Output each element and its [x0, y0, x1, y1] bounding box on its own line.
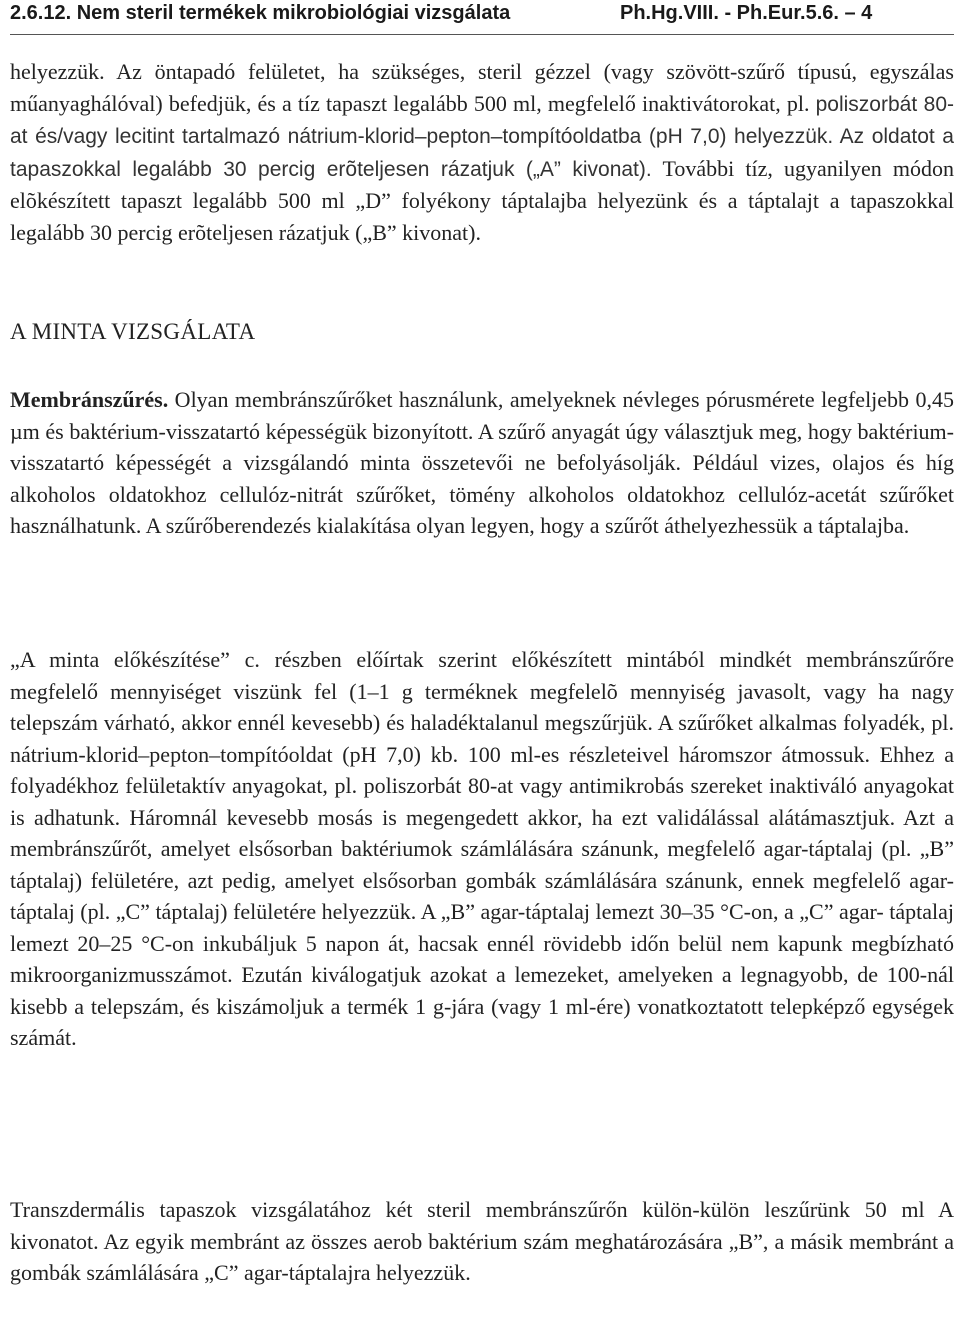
paragraph-text-sans: poliszorbát 80-at és/vagy lecitint tartalmazó nátrium-klorid–pepton–tompítóoldatba (pH 7,0) helyezzük. Az oldatot a tapaszokkal legalább 30 percig erõteljesen rázatjuk („A” kivonat).: [10, 92, 954, 181]
paragraph-text: Olyan membránszűrőket használunk, amelyeknek névleges pórusmérete legfeljebb 0,45 µm és baktérium-visszatartó képességük bizonyított. A szűrő anyagát úgy választjuk meg, hogy baktérium-visszatartó képességét a vizsgálandó minta összetevői ne befolyásolják. Például vizes, olajos és híg alkoholos oldatokhoz cellulóz-nitrát szűrőket, tömény alkoholos oldatokhoz cellulóz-acetát szűrőket használhatunk. A szűrőberendezés kialakítása olyan legyen, hogy a szűrőt áthelyezhessük a táptalajba.: [10, 387, 954, 538]
header-section-title: 2.6.12. Nem steril termékek mikrobiológiai vizsgálata: [10, 2, 511, 24]
paragraph-lead-bold: Membránszűrés.: [10, 387, 169, 412]
paragraph-text: További tíz, ugyanilyen módon elõkészített tapaszt legalább 500 ml „D” folyékony táptalajba helyezünk és a táptalajt a tapaszokkal legalább 30 percig erõteljesen rázatjuk („B” kivonat).: [10, 155, 954, 245]
header-divider: [10, 34, 954, 35]
paragraph-minta-elokeszitese: „A minta előkészítése” c. részben előírtak szerint előkészített mintából mindkét membránszűrőre megfelelő mennyiséget viszünk fel (1–1 g terméknek megfelelõ mennyiség javasolt, vagy ha nagy telepszám várható, akkor ennél kevesebb) és haladéktalanul megszűrjük. A szűrőket alkalmas folyadék, pl. nátrium-klorid–pepton–tompítóoldat (pH 7,0) kb. 100 ml-es részleteivel háromszor átmossuk. Ehhez a folyadékhoz felületaktív anyagokat, pl. poliszorbát 80-at vagy antimikrobás szereket inaktiváló anyagokat is adhatunk. Háromnál kevesebb mosás is megengedett akkor, ha ezt validálással alátámasztjuk. Azt a membránszűrőt, amelyet elsősorban baktériumok számlálására szánunk, megfelelő agar-táptalaj (pl. „B” táptalaj) felületére, azt pedig, amelyet elsősorban gombák számlálására szánunk, ennek megfelelő agar-táptalaj (pl. „C” táptalaj) felületére helyezzük. A „B” agar-táptalaj lemezt 30–35 °C-on, a „C” agar- táptalaj lemezt 20–25 °C-on inkubáljuk 5 napon át, hacsak ennél rövidebb időn belül nem kapunk megbízható mikroorganizmusszámot. Ezután kiválogatjuk azokat a lemezeket, amelyeken a legnagyobb, de 100-nál kisebb a telepszám, és kiszámoljuk a termék 1 g-jára (vagy 1 ml-ére) vonatkoztatott telepképző egységek számát.: [10, 647, 954, 1050]
header-pharmacopoeia-ref: Ph.Hg.VIII. - Ph.Eur.5.6. – 4: [620, 2, 873, 24]
section-heading: A MINTA VIZSGÁLATA: [10, 319, 256, 344]
paragraph-tapasz-kivonat: [10, 56, 954, 248]
paragraph-membranszures: [10, 384, 954, 542]
page-header: [10, 2, 954, 28]
paragraph-text: helyezzük. Az öntapadó felületet, ha szükséges, steril gézzel (vagy szövött-szűrő típusú, egyszálas műanyaghálóval) befedjük, és a tíz tapaszt legalább 500 ml, megfelelő inaktivátorokat, pl.: [10, 59, 954, 116]
paragraph-transzdermalis: Transzdermális tapaszok vizsgálatához két steril membránszűrőn külön-külön leszűrünk 50 ml A kivonatot. Az egyik membránt az összes aerob baktérium szám meghatározására „B”, a másik membránt a gombák számlálására „C” agar-táptalajra helyezzük.: [10, 1197, 954, 1285]
